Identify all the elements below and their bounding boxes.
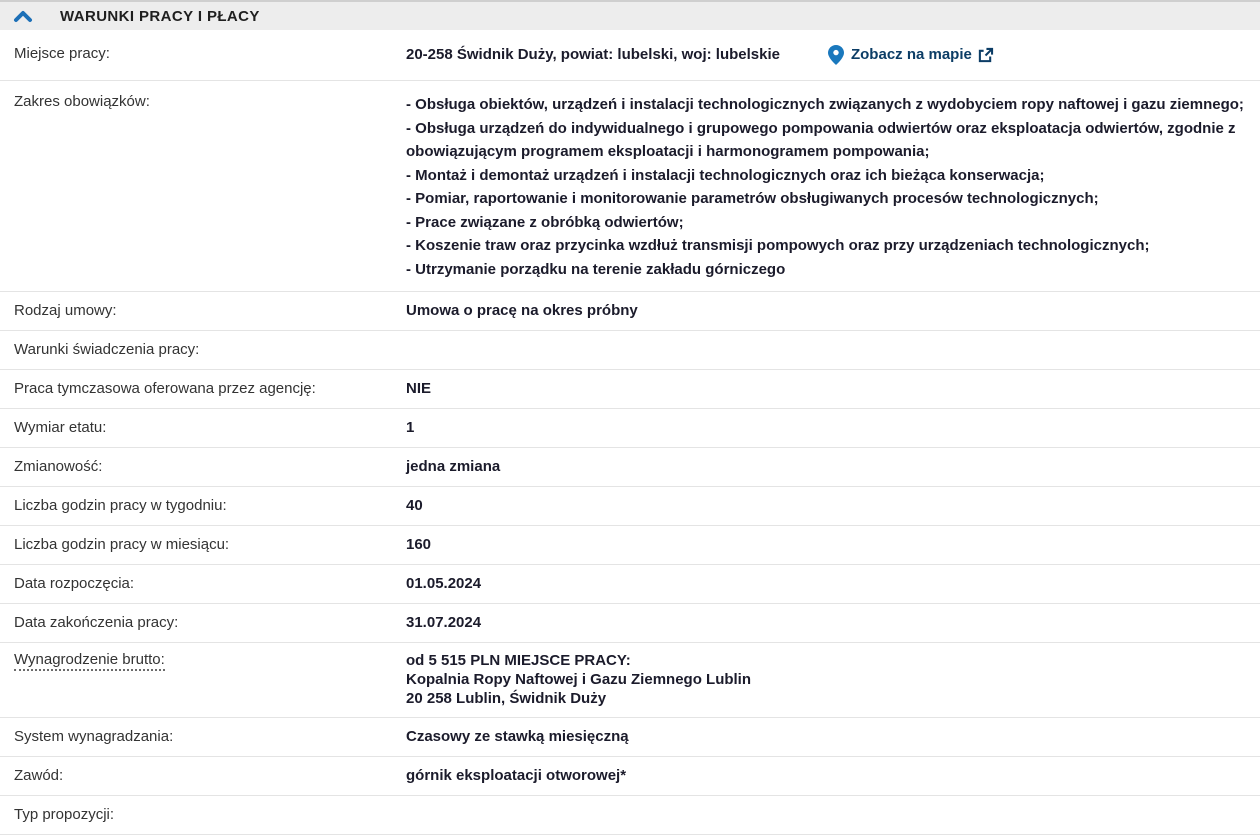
row-label — [0, 728, 406, 746]
detail-row — [0, 526, 1260, 565]
tooltip-label[interactable]: Wynagrodzenie brutto: — [14, 651, 165, 671]
detail-row — [0, 448, 1260, 487]
detail-row — [0, 331, 1260, 370]
duty-item: - Obsługa urządzeń do indywidualnego i grupowego pompowania odwiertów oraz eksploatacja odwiertów, zgodnie z obowiązującym programem eksploatacji i harmonogramem pompowania; — [406, 119, 1236, 160]
row-value: 31.07.2024 — [406, 614, 482, 631]
detail-row — [0, 643, 1260, 718]
map-pin-icon — [828, 45, 844, 65]
row-value: Czasowy ze stawką miesięczną — [406, 728, 629, 745]
row-label — [0, 93, 406, 111]
row-value: 40 — [406, 497, 423, 514]
row-label-text: Zawód: — [14, 767, 64, 784]
detail-row — [0, 409, 1260, 448]
duty-item: - Utrzymanie porządku na terenie zakładu górniczego — [406, 260, 786, 278]
row-label — [0, 651, 406, 669]
row-label — [0, 575, 406, 593]
duty-item: - Pomiar, raportowanie i monitorowanie parametrów obsługiwanych procesów technologicznych; — [406, 190, 1099, 207]
row-value: NIE — [406, 380, 432, 397]
detail-row — [0, 81, 1260, 292]
row-label-text: Typ propozycji: — [14, 806, 115, 823]
detail-row — [0, 30, 1260, 81]
row-label — [0, 302, 406, 320]
row-label-text: Data zakończenia pracy: — [14, 614, 179, 631]
row-label — [0, 806, 406, 824]
row-label — [0, 497, 406, 515]
detail-row — [0, 565, 1260, 604]
row-label-text: Miejsce pracy: — [14, 45, 110, 62]
salary-line: 20 258 Lublin, Świdnik Duży — [406, 690, 607, 707]
duty-item: - Prace związane z obróbką odwiertów; — [406, 213, 684, 231]
salary-line: od 5 515 PLN MIEJSCE PRACY: — [406, 652, 631, 669]
row-label — [0, 341, 406, 359]
detail-row — [0, 796, 1260, 835]
row-value — [406, 45, 1260, 65]
row-value — [406, 651, 1260, 708]
row-value: Umowa o pracę na okres próbny — [406, 302, 638, 319]
duty-item: - Obsługa obiektów, urządzeń i instalacji technologicznych związanych z wydobyciem ropy naftowej i gazu ziemnego; — [406, 96, 1244, 113]
row-label — [0, 614, 406, 632]
chevron-up-icon[interactable] — [12, 8, 34, 24]
row-label-text: Praca tymczasowa oferowana przez agencję: — [14, 380, 316, 397]
conditions-table — [0, 30, 1260, 835]
detail-row — [0, 292, 1260, 331]
row-value: 01.05.2024 — [406, 575, 482, 592]
detail-row — [0, 487, 1260, 526]
row-value — [406, 93, 1260, 281]
row-label-text: Rodzaj umowy: — [14, 302, 117, 319]
salary-line: Kopalnia Ropy Naftowej i Gazu Ziemnego Lublin — [406, 671, 752, 688]
row-value: 1 — [406, 419, 415, 436]
row-label-text: Data rozpoczęcia: — [14, 575, 135, 592]
detail-row — [0, 757, 1260, 796]
row-label-text: Zmianowość: — [14, 458, 103, 475]
row-label-text: Zakres obowiązków: — [14, 93, 150, 110]
row-label — [0, 380, 406, 398]
row-label — [0, 536, 406, 554]
row-value: górnik eksploatacji otworowej* — [406, 767, 627, 784]
row-label — [0, 767, 406, 785]
map-link[interactable] — [828, 45, 993, 65]
detail-row — [0, 370, 1260, 409]
row-label — [0, 458, 406, 476]
row-label — [0, 45, 406, 63]
section-header-collapse[interactable] — [0, 0, 1260, 30]
map-link-label: Zobacz na mapie — [850, 46, 972, 63]
duty-item: - Montaż i demontaż urządzeń i instalacji technologicznych oraz ich bieżąca konserwacja; — [406, 166, 1045, 184]
row-label-text: System wynagradzania: — [14, 728, 174, 745]
external-link-icon — [978, 48, 993, 63]
row-label-text: Wymiar etatu: — [14, 419, 107, 436]
detail-row — [0, 604, 1260, 643]
duty-item: - Koszenie traw oraz przycinka wzdłuż transmisji pompowych oraz przy urządzeniach technologicznych; — [406, 237, 1150, 254]
row-value: jedna zmiana — [406, 458, 501, 475]
detail-row — [0, 718, 1260, 757]
section-title: WARUNKI PRACY I PŁACY — [60, 7, 260, 25]
row-label — [0, 419, 406, 437]
row-value: 160 — [406, 536, 432, 553]
workplace-address: 20-258 Świdnik Duży, powiat: lubelski, woj: lubelskie — [406, 46, 780, 63]
row-label-text: Warunki świadczenia pracy: — [14, 341, 200, 358]
row-label-text: Liczba godzin pracy w tygodniu: — [14, 497, 227, 514]
row-label-text: Liczba godzin pracy w miesiącu: — [14, 536, 230, 553]
